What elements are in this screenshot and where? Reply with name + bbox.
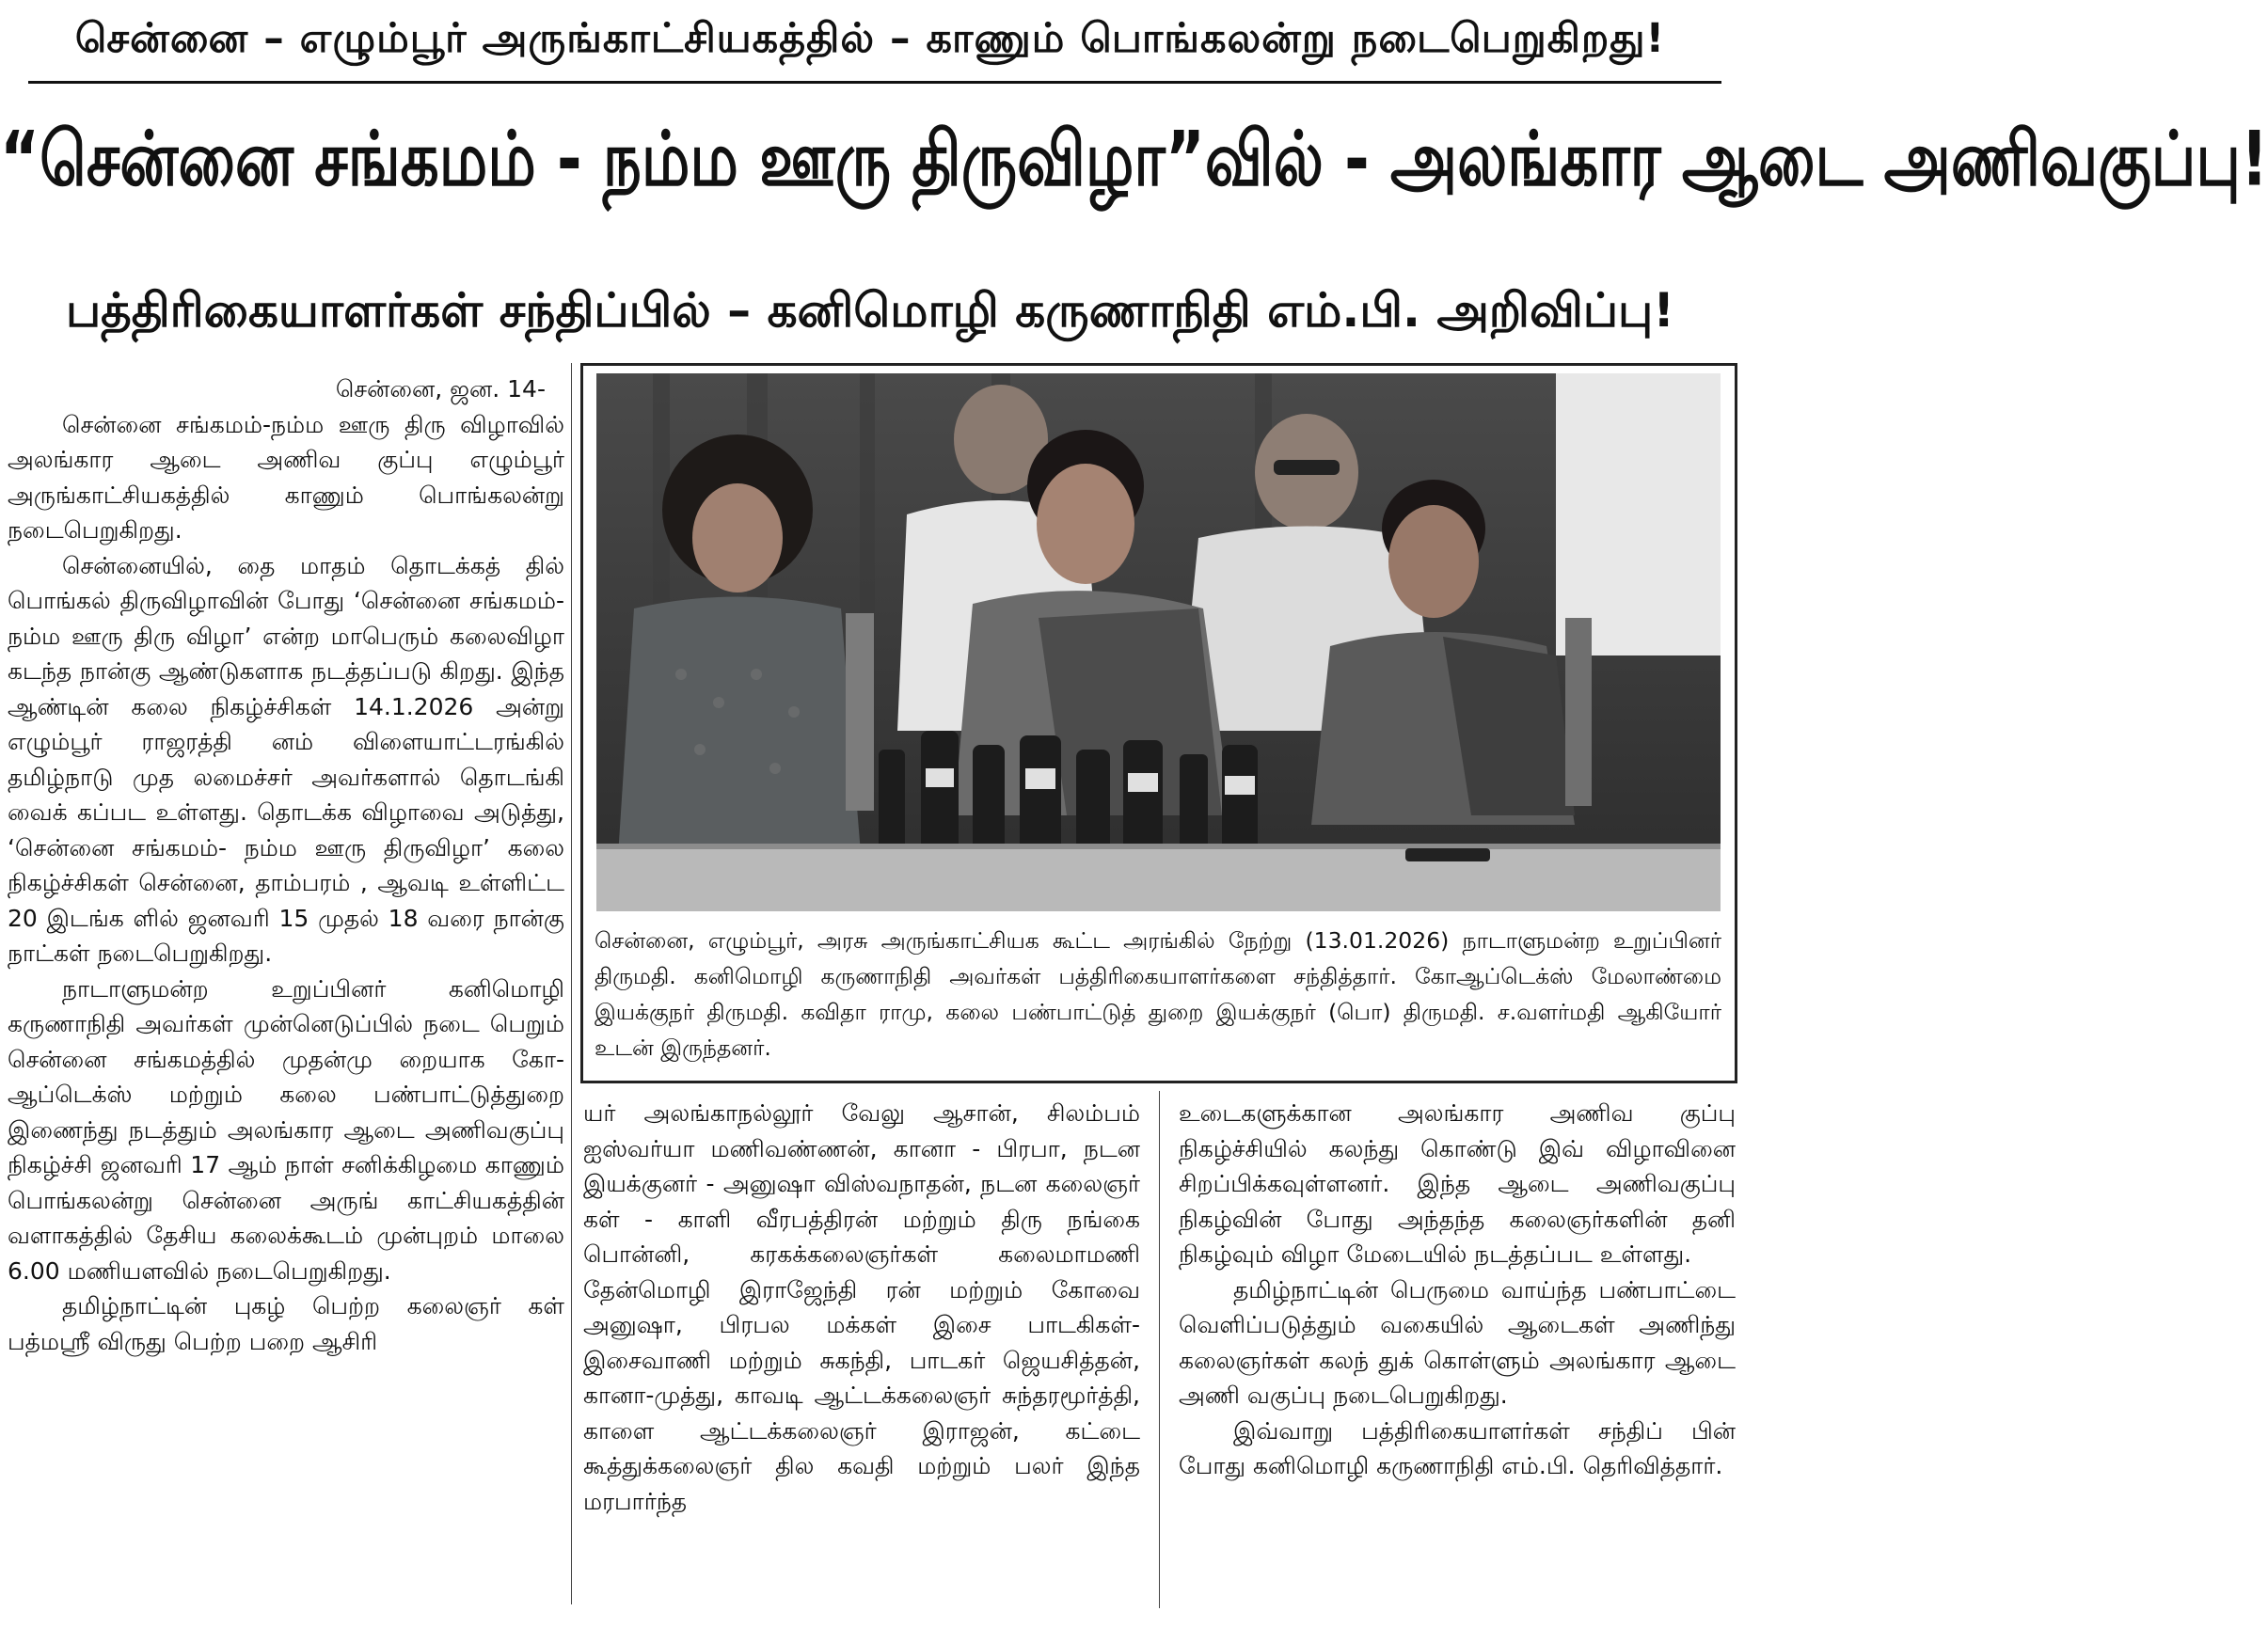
kicker-headline: சென்னை – எழும்பூர் அருங்காட்சியகத்தில் – காணும் பொங்கலன்று நடைபெறுகிறது! xyxy=(74,15,1666,62)
dateline: சென்னை, ஜன. 14- xyxy=(335,375,546,403)
photo-caption xyxy=(595,923,1721,1066)
article-column-3 xyxy=(1179,1096,1736,1608)
photo-caption-text: சென்னை, எழும்பூர், அரசு அருங்காட்சியக கூட்ட அரங்கில் நேற்று (13.01.2026) நாடாளுமன்ற உறுப்பினர் திருமதி. கனிமொழி கருணாநிதி அவர்கள் பத்திரிகையாளர்களை சந்தித்தார். கோஆப்டெக்ஸ் மேலாண்மை இயக்குநர் திருமதி. கவிதா ராமு, கலை பண்பாட்டுத் துறை இயக்குநர் (பொ) திருமதி. ச.வளர்மதி ஆகியோர் உடன் இருந்தனர். xyxy=(595,927,1721,1061)
sub-headline: பத்திரிகையாளர்கள் சந்திப்பில் – கனிமொழி கருணாநிதி எம்.பி. அறிவிப்பு! xyxy=(65,283,1675,338)
column3-paragraph-1: உடைகளுக்கான அலங்கார அணிவ குப்பு நிகழ்ச்சியில் கலந்து கொண்டு இவ் விழாவினை சிறப்பிக்கவுள்ளனர். இந்த ஆடை அணிவகுப்பு நிகழ்வின் போது அந்தந்த கலைஞர்களின் தனி நிகழ்வும் விழா மேடையில் நடத்தப்பட உள்ளது. xyxy=(1179,1099,1736,1268)
column1-paragraph-2: சென்னையில், தை மாதம் தொடக்கத் தில் பொங்கல் திருவிழாவின் போது ‘சென்னை சங்கமம்-நம்ம ஊரு திரு விழா’ என்ற மாபெரும் கலைவிழா கடந்த நான்கு ஆண்டுகளாக நடத்தப்படு கிறது. இந்த ஆண்டின் கலை நிகழ்ச்சிகள் 14.1.2026 அன்று எழும்பூர் ராஜரத்தி னம் விளையாட்டரங்கில் தமிழ்நாடு முத லமைச்சர் அவர்களால் தொடங்கி வைக் கப்பட உள்ளது. தொடக்க விழாவை அடுத்து, ‘சென்னை சங்கமம்- நம்ம ஊரு திருவிழா’ கலை நிகழ்ச்சிகள் சென்னை, தாம்பரம் , ஆவடி உள்ளிட்ட 20 இடங்க ளில் ஜனவரி 15 முதல் 18 வரை நான்கு நாட்கள் நடைபெறுகிறது. xyxy=(8,551,564,967)
column2-paragraph-1: யர் அலங்காநல்லூர் வேலு ஆசான், சிலம்பம் ஐஸ்வர்யா மணிவண்ணன், கானா - பிரபா, நடன இயக்குனர் - அனுஷா விஸ்வநாதன், நடன கலைஞர் கள் - காளி வீரபத்திரன் மற்றும் திரு நங்கை பொன்னி, கரகக்கலைஞர்கள் கலைமாமணி தேன்மொழி இராஜேந்தி ரன் மற்றும் கோவை அனுஷா, பிரபல மக்கள் இசை பாடகிகள்- இசைவாணி மற்றும் சுகந்தி, பாடகர் ஜெயசித்தன், கானா-முத்து, காவடி ஆட்டக்கலைஞர் சுந்தரமூர்த்தி, காளை ஆட்டக்கலைஞர் இராஜன், கட்டை கூத்துக்கலைஞர் தில கவதி மற்றும் பலர் இந்த மரபார்ந்த xyxy=(583,1099,1140,1515)
column1-paragraph-3: நாடாளுமன்ற உறுப்பினர் கனிமொழி கருணாநிதி அவர்கள் முன்னெடுப்பில் நடை பெறும் சென்னை சங்கமத்தில் முதன்மு றையாக கோ- ஆப்டெக்ஸ் மற்றும் கலை பண்பாட்டுத்துறை இணைந்து நடத்தும் அலங்கார ஆடை அணிவகுப்பு நிகழ்ச்சி ஜனவரி 17 ஆம் நாள் சனிக்கிழமை காணும் பொங்கலன்று சென்னை அருங் காட்சியகத்தின் வளாகத்தில் தேசிய கலைக்கூடம் முன்புறம் மாலை 6.00 மணியளவில் நடைபெறுகிறது. xyxy=(8,974,564,1285)
press-meet-photo xyxy=(596,373,1721,911)
column-divider xyxy=(571,363,572,1604)
photo-box xyxy=(580,363,1737,1083)
column3-paragraph-3: இவ்வாறு பத்திரிகையாளர்கள் சந்திப் பின் போது கனிமொழி கருணாநிதி எம்.பி. தெரிவித்தார். xyxy=(1179,1416,1736,1479)
article-column-1 xyxy=(8,371,564,1608)
column3-paragraph-2: தமிழ்நாட்டின் பெருமை வாய்ந்த பண்பாட்டை வெளிப்படுத்தும் வகையில் ஆடைகள் அணிந்து கலைஞர்கள் கலந் துக் கொள்ளும் அலங்கார ஆடை அணி வகுப்பு நடைபெறுகிறது. xyxy=(1179,1275,1736,1409)
article-column-2 xyxy=(583,1096,1140,1608)
column-divider xyxy=(1159,1091,1160,1608)
main-headline: “சென்னை சங்கமம் - நம்ம ஊரு திருவிழா”வில் - அலங்கார ஆடை அணிவகுப்பு! xyxy=(0,116,2268,204)
column1-paragraph-1: சென்னை சங்கமம்-நம்ம ஊரு திரு விழாவில் அலங்கார ஆடை அணிவ குப்பு எழும்பூர் அருங்காட்சியகத்தில் காணும் பொங்கலன்று நடைபெறுகிறது. xyxy=(8,410,564,544)
column1-paragraph-4: தமிழ்நாட்டின் புகழ் பெற்ற கலைஞர் கள் பத்மஸ்ரீ விருது பெற்ற பறை ஆசிரி xyxy=(8,1292,564,1355)
